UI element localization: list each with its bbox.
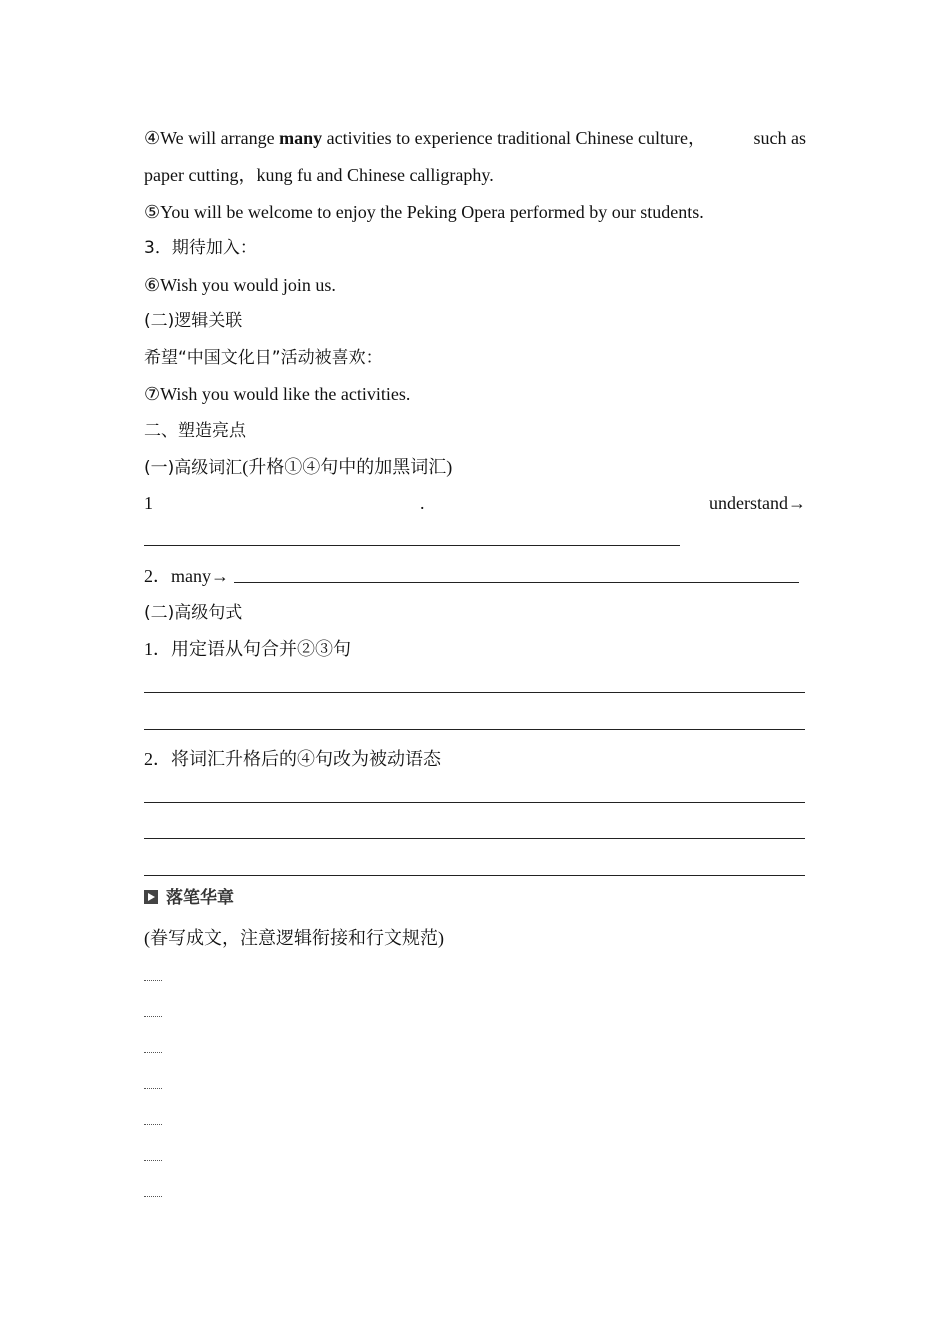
- heading-expect-join: 3．期待加入：: [144, 238, 257, 258]
- answer-line-task-2a[interactable]: [144, 802, 805, 803]
- sentence-4-end: such as: [753, 128, 806, 148]
- writing-line-1[interactable]: [144, 980, 162, 981]
- writing-line-7[interactable]: [144, 1196, 162, 1197]
- line-vocab-2: [144, 564, 806, 588]
- section-writing-title: 落笔华章: [166, 888, 234, 908]
- writing-line-4[interactable]: [144, 1088, 162, 1089]
- answer-line-task-1b[interactable]: [144, 729, 805, 730]
- writing-line-2[interactable]: [144, 1016, 162, 1017]
- heading-advanced-vocab: [144, 455, 806, 480]
- bold-word-many: many: [279, 128, 323, 148]
- vocab-1-word: understand→: [709, 493, 806, 513]
- line-sentence-6: ⑥Wish you would join us.: [144, 275, 336, 295]
- vocab-1-dot: .: [420, 493, 425, 513]
- answer-line-vocab-2[interactable]: [234, 582, 799, 583]
- answer-line-task-1a[interactable]: [144, 692, 805, 693]
- sentence-4-main: [144, 126, 706, 150]
- line-sentence-4: [144, 126, 806, 150]
- heading-highlights: 二、塑造亮点: [144, 421, 246, 441]
- writing-line-6[interactable]: [144, 1160, 162, 1161]
- vocab-2-label: 2．many→: [144, 566, 229, 586]
- answer-line-task-2c[interactable]: [144, 875, 805, 876]
- writing-line-5[interactable]: [144, 1124, 162, 1125]
- heading-logic-link: (二)逻辑关联: [144, 311, 243, 331]
- advanced-vocab-label: (一)高级词汇: [144, 458, 243, 478]
- line-sentence-5: ⑤You will be welcome to enjoy the Peking Opera performed by our students.: [144, 202, 704, 222]
- line-sentence-4-cont: paper cutting，kung fu and Chinese calligraphy.: [144, 165, 494, 185]
- line-sentence-7: ⑦Wish you would like the activities.: [144, 384, 411, 404]
- line-writing-instruction: (眷写成文，注意逻辑衔接和行文规范): [144, 928, 444, 948]
- answer-line-task-2b[interactable]: [144, 838, 805, 839]
- writing-line-3[interactable]: [144, 1052, 162, 1053]
- sentence-4-rest: activities to experience traditional Chinese culture，: [322, 128, 707, 148]
- line-task-2: 2．将词汇升格后的④句改为被动语态: [144, 749, 441, 769]
- vocab-1-number: 1: [144, 493, 153, 513]
- line-task-1: 1．用定语从句合并②③句: [144, 639, 351, 659]
- section-writing-heading: [144, 886, 806, 910]
- sentence-4-prefix: ④We will arrange: [144, 128, 280, 148]
- heading-advanced-sentence: (二)高级句式: [144, 603, 243, 623]
- advanced-vocab-note: (升格①④句中的加黑词汇): [242, 457, 453, 477]
- play-box-icon: [144, 890, 158, 904]
- answer-line-vocab-1[interactable]: [144, 545, 680, 546]
- heading-hope-liked: 希望“中国文化日”活动被喜欢：: [144, 348, 383, 368]
